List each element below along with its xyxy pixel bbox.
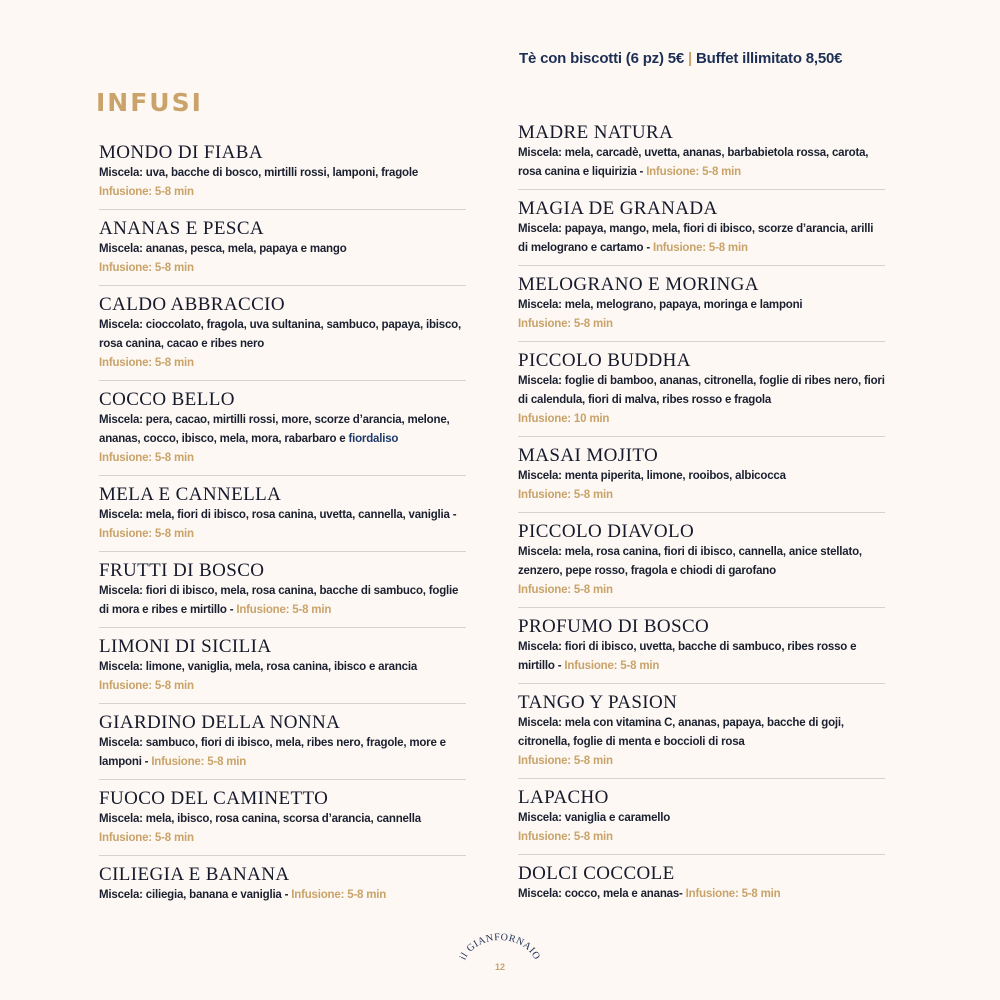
item-name: LIMONI DI SICILIA [99,636,272,657]
item-description-block [99,164,466,202]
item-name: GIARDINO DELLA NONNA [99,712,341,733]
item-description: Miscela: mela, melograno, papaya, moringa e lamponi [518,299,803,311]
item-description-block [518,220,885,258]
item-name: MELOGRANO E MORINGA [518,274,759,295]
infusion-time: Infusione: 5-8 min [652,242,748,254]
menu-item [518,437,885,513]
item-name: MONDO DI FIABA [99,142,263,163]
menu-item [518,779,885,855]
offer-line [519,50,842,67]
item-description-block [518,714,885,771]
menu-item [518,684,885,779]
item-description-block [99,810,466,848]
item-description-block [99,411,466,468]
infusion-time: Infusione: 5-8 min [99,186,194,198]
item-description-highlight: fiordaliso [348,433,399,445]
item-description: Miscela: vaniglia e caramello [518,812,671,824]
item-name: CALDO ABBRACCIO [99,294,285,315]
inline-separator: - [141,756,152,768]
menu-item [518,190,885,266]
item-description-block [518,144,885,182]
item-description-block [99,316,466,373]
inline-separator: - [636,166,647,178]
item-description-block [518,467,885,505]
menu-item [518,266,885,342]
item-name: DOLCI COCCOLE [518,863,675,884]
item-name: PROFUMO DI BOSCO [518,616,710,637]
svg-text:il GIANFORNAIO [458,932,543,962]
menu-item [99,476,466,552]
item-description-block [99,240,466,278]
menu-item [518,121,885,190]
infusion-time: Infusione: 5-8 min [291,889,387,901]
item-name: CILIEGIA E BANANA [99,864,290,885]
inline-separator: - [643,242,653,254]
item-description-block [99,506,466,544]
item-description: Miscela: mela con vitamina C, ananas, papaya, bacche di goji, citronella, foglie di menta e boccioli di rosa [518,717,844,748]
item-description: Miscela: limone, vaniglia, mela, rosa canina, ibisco e arancia [99,661,418,673]
item-description: Miscela: mela, carcadè, uvetta, ananas, barbabietola rossa, carota, rosa canina e liquirizia [518,147,869,178]
inline-separator: - [449,509,457,521]
menu-item [99,856,466,905]
inline-separator: - [679,888,686,900]
item-description-block [99,734,466,772]
item-name: ANANAS E PESCA [99,218,265,239]
infusion-time: Infusione: 5-8 min [685,888,781,900]
menu-item [99,552,466,628]
right-menu-column [518,121,885,904]
infusion-time: Infusione: 5-8 min [518,584,613,596]
item-name: COCCO BELLO [99,389,235,410]
infusion-time: Infusione: 10 min [518,413,610,425]
infusion-time: Infusione: 5-8 min [518,755,613,767]
tea-biscuits-offer: Tè con biscotti (6 pz) 5€ [519,50,685,67]
item-name: MELA E CANNELLA [99,484,282,505]
item-description: Miscela: mela, rosa canina, fiori di ibisco, cannella, anice stellato, zenzero, pepe rosso, fragola e chiodi di garofano [518,546,862,577]
item-description: Miscela: cocco, mela e ananas [518,888,680,900]
infusion-time: Infusione: 5-8 min [564,660,660,672]
infusion-time: Infusione: 5-8 min [99,262,194,274]
menu-item [99,780,466,856]
item-description: Miscela: ciliegia, banana e vaniglia [99,889,282,901]
menu-item [99,704,466,780]
item-description: Miscela: sambuco, fiori di ibisco, mela, ribes nero, fragole, more e lamponi [99,737,446,768]
item-description: Miscela: mela, fiori di ibisco, rosa canina, uvetta, cannella, vaniglia [99,509,450,521]
item-description-block [518,296,885,334]
menu-item [99,286,466,381]
infusion-time: Infusione: 5-8 min [99,452,194,464]
menu-item [518,855,885,904]
menu-item [518,513,885,608]
offer-separator: | [688,50,693,67]
item-description: Miscela: ananas, pesca, mela, papaya e mango [99,243,347,255]
item-name: MASAI MOJITO [518,445,659,466]
menu-item [518,342,885,437]
infusion-time: Infusione: 5-8 min [518,831,613,843]
item-name: MAGIA DE GRANADA [518,198,718,219]
infusion-time: Infusione: 5-8 min [99,832,194,844]
item-name: TANGO Y PASION [518,692,678,713]
infusion-time: Infusione: 5-8 min [518,489,613,501]
item-description-block [518,638,885,676]
infusion-time: Infusione: 5-8 min [99,357,194,369]
infusion-time: Infusione: 5-8 min [99,680,194,692]
left-menu-column [99,141,466,905]
item-description: Miscela: cioccolato, fragola, uva sultanina, sambuco, papaya, ibisco, rosa canina, cacao e ribes nero [99,319,461,350]
item-name: MADRE NATURA [518,122,674,143]
infusion-time: Infusione: 5-8 min [646,166,741,178]
item-description: Miscela: mela, ibisco, rosa canina, scorsa d’arancia, cannella [99,813,421,825]
item-description: Miscela: foglie di bamboo, ananas, citronella, foglie di ribes nero, fiori di calendula, fiori di malva, ribes rosso e fragola [518,375,885,406]
inline-separator: - [226,604,237,616]
infusion-time: Infusione: 5-8 min [518,318,613,330]
item-description-block [99,582,466,620]
item-description-block [518,543,885,600]
inline-separator: - [281,889,292,901]
menu-item [99,141,466,210]
inline-separator: - [554,660,565,672]
buffet-offer: Buffet illimitato 8,50€ [696,50,843,67]
infusion-time: Infusione: 5-8 min [99,528,194,540]
brand-logo-text: il GIANFORNAIO [457,932,543,962]
item-description: Miscela: pera, cacao, mirtilli rossi, more, scorze d’arancia, melone, ananas, cocco, ibisco, mela, mora, rabarbaro e [99,414,450,445]
infusion-time: Infusione: 5-8 min [236,604,332,616]
item-description-block [518,885,885,904]
item-description: Miscela: papaya, mango, mela, fiori di ibisco, scorze d’arancia, arilli di melograno e cartamo [518,223,874,254]
menu-item [99,381,466,476]
item-description-block [518,809,885,847]
page-number: 12 [494,962,505,972]
item-description-block [99,658,466,696]
menu-item [99,210,466,286]
menu-item [518,608,885,684]
item-name: PICCOLO DIAVOLO [518,521,695,542]
item-description-block [99,886,466,905]
item-name: PICCOLO BUDDHA [518,350,691,371]
item-name: LAPACHO [518,787,609,808]
item-description: Miscela: fiori di ibisco, uvetta, bacche di sambuco, ribes rosso e mirtillo [518,641,857,672]
item-description: Miscela: uva, bacche di bosco, mirtilli rossi, lamponi, fragole [99,167,419,179]
item-description: Miscela: menta piperita, limone, rooibos, albicocca [518,470,786,482]
item-description-block [518,372,885,429]
menu-item [99,628,466,704]
brand-logo [455,932,545,980]
item-name: FRUTTI DI BOSCO [99,560,265,581]
item-description: Miscela: fiori di ibisco, mela, rosa canina, bacche di sambuco, foglie di mora e ribes e mirtillo [99,585,459,616]
item-name: FUOCO DEL CAMINETTO [99,788,329,809]
infusion-time: Infusione: 5-8 min [151,756,247,768]
section-title: INFUSI [96,88,203,117]
